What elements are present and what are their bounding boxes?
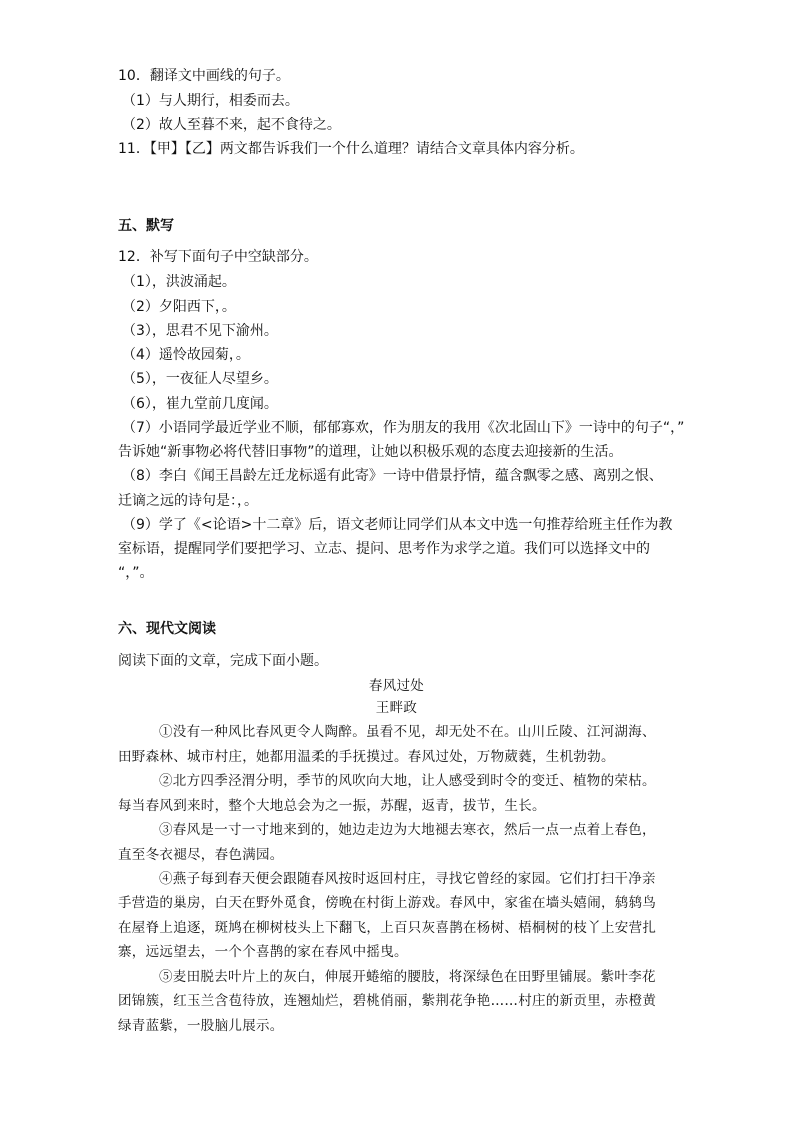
question-10-title: 10．翻译文中画线的句子。 bbox=[118, 68, 290, 84]
fill-item-continued: “，”。 bbox=[118, 565, 154, 581]
question-10-item-1: （1）与人期行，相委而去。 bbox=[122, 93, 299, 109]
fill-item-continued: 迁谪之远的诗句是：，。 bbox=[118, 493, 258, 509]
fill-item: （3），思君不见下渝州。 bbox=[122, 323, 278, 339]
article-line: ④燕子每到春天便会跟随春风按时返回村庄，寻找它曾经的家园。它们打扫干净亲 bbox=[159, 871, 656, 887]
article-line: 寨，远远望去，一个个喜鹊的家在春风中摇曳。 bbox=[118, 944, 408, 960]
article-line: 直至冬衣褪尽，春色满园。 bbox=[118, 847, 284, 863]
fill-item: （2）夕阳西下，。 bbox=[122, 299, 236, 315]
fill-item-continued: 室标语，提醒同学们要把学习、立志、提问、思考作为求学之道。我们可以选择文中的 bbox=[118, 541, 650, 557]
fill-item: （6），崔九堂前几度闻。 bbox=[122, 396, 278, 412]
article-title: 春风过处 bbox=[368, 678, 425, 694]
article-line: ③春风是一寸一寸地来到的，她边走边为大地褪去寒衣，然后一点一点着上春色， bbox=[159, 822, 656, 838]
fill-item: （4）遥怜故园菊，。 bbox=[122, 347, 250, 363]
article-line: ⑤麦田脱去叶片上的灰白，伸展开蜷缩的腰肢，将深绿色在田野里铺展。紫叶李花 bbox=[159, 969, 656, 985]
reading-intro: 阅读下面的文章，完成下面小题。 bbox=[118, 653, 328, 669]
article-line: 每当春风到来时，整个大地总会为之一振，苏醒，返青，拔节，生长。 bbox=[118, 798, 546, 814]
article-line: 在屋脊上追逐，斑鸠在柳树枝头上下翻飞，上百只灰喜鹊在杨树、梧桐树的枝丫上安营扎 bbox=[118, 920, 657, 936]
article-line: ②北方四季泾渭分明，季节的风吹向大地，让人感受到时令的变迁、植物的荣枯。 bbox=[159, 773, 656, 789]
fill-item: （5），一夜征人尽望乡。 bbox=[122, 371, 278, 387]
question-12: 12．补写下面句子中空缺部分。 bbox=[118, 249, 318, 265]
section-6-heading: 六、现代文阅读 bbox=[118, 621, 216, 637]
article-line: 团锦簇，红玉兰含苞待放，连翘灿烂，碧桃俏丽，紫荆花争艳……村庄的新贡里，赤橙黄 bbox=[118, 993, 657, 1009]
fill-item: （1），洪波涌起。 bbox=[122, 274, 236, 290]
fill-item: （7）小语同学最近学业不顺，郁郁寡欢，作为朋友的我用《次北固山下》一诗中的句子“，” bbox=[122, 420, 685, 436]
question-10-item-2: （2）故人至暮不来，起不食待之。 bbox=[122, 117, 341, 133]
article-line: 手营造的巢房，白天在野外觅食，傍晚在村街上游戏。春风中，家雀在墙头嬉闹，鸫鸫鸟 bbox=[118, 895, 657, 911]
question-11: 11．【甲】【乙】两文都告诉我们一个什么道理？请结合文章具体内容分析。 bbox=[118, 141, 584, 157]
article-line: 绿青蓝紫，一股脑儿展示。 bbox=[118, 1018, 284, 1034]
section-5-heading: 五、默写 bbox=[118, 218, 174, 234]
article-author: 王畔政 bbox=[375, 700, 418, 716]
fill-item: （8）李白《闻王昌龄左迁龙标遥有此寄》一诗中借景抒情，蕴含飘零之感、离别之恨、 bbox=[122, 468, 663, 484]
fill-item-continued: 告诉她“新事物必将代替旧事物”的道理，让她以积极乐观的态度去迎接新的生活。 bbox=[118, 444, 623, 460]
fill-item: （9）学了《<论语>十二章》后，语文老师让同学们从本文中选一句推荐给班主任作为教 bbox=[122, 517, 673, 533]
article-line: ①没有一种风比春风更令人陶醉。虽看不见，却无处不在。山川丘陵、江河湖海、 bbox=[159, 724, 656, 740]
article-line: 田野森林、城市村庄，她都用温柔的手抚摸过。春风过处，万物葳蕤，生机勃勃。 bbox=[118, 749, 615, 765]
